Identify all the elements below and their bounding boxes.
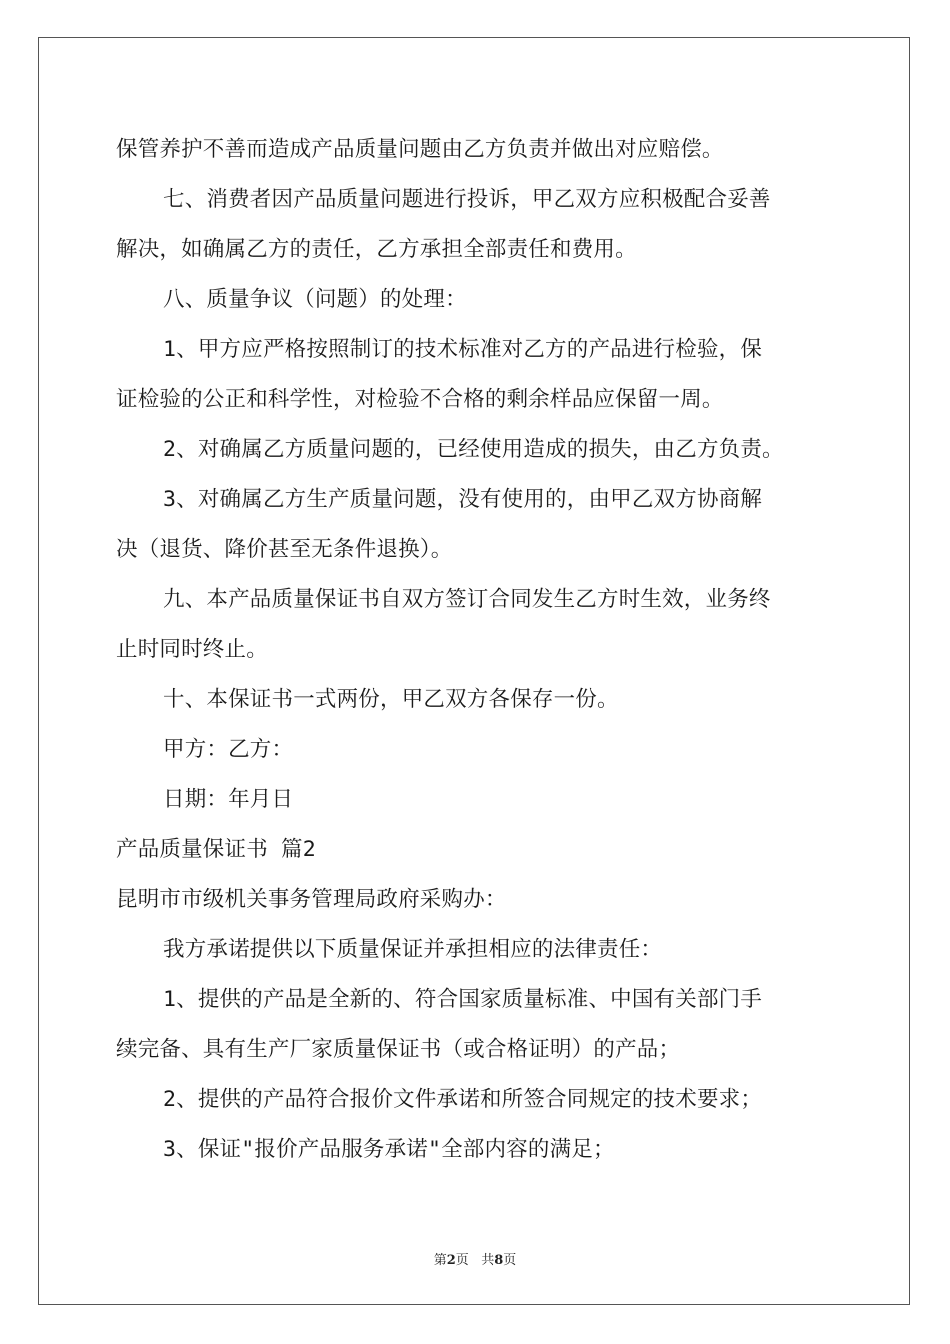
section-heading: 八、质量争议（问题）的处理： xyxy=(163,287,467,312)
total-suffix: 页 xyxy=(503,1253,517,1268)
text-line: 决（退货、降价甚至无条件退换）。 xyxy=(116,537,453,562)
text-line: 止时同时终止。 xyxy=(116,637,268,662)
total-pages: 8 xyxy=(494,1253,504,1268)
text-line: 3、对确属乙方生产质量问题，没有使用的，由甲乙双方协商解 xyxy=(163,487,763,512)
text-line: 解决，如确属乙方的责任，乙方承担全部责任和费用。 xyxy=(116,237,637,262)
text-line: 3、保证"报价产品服务承诺"全部内容的满足； xyxy=(163,1137,615,1162)
text-line: 证检验的公正和科学性，对检验不合格的剩余样品应保留一周。 xyxy=(116,387,724,412)
text-line: 我方承诺提供以下质量保证并承担相应的法律责任： xyxy=(163,937,663,962)
page-footer xyxy=(0,1249,950,1268)
signature-parties: 甲方：乙方： xyxy=(163,737,294,762)
text-line: 九、本产品质量保证书自双方签订合同发生乙方时生效，业务终 xyxy=(163,587,771,612)
text-line: 1、甲方应严格按照制订的技术标准对乙方的产品进行检验，保 xyxy=(163,337,763,362)
page-frame xyxy=(38,37,910,1305)
page-prefix: 第 xyxy=(433,1253,447,1268)
text-line: 保管养护不善而造成产品质量问题由乙方负责并做出对应赔偿。 xyxy=(116,137,724,162)
signature-date: 日期：年月日 xyxy=(163,787,294,812)
addressee: 昆明市市级机关事务管理局政府采购办： xyxy=(116,887,507,912)
text-line: 1、提供的产品是全新的、符合国家质量标准、中国有关部门手 xyxy=(163,987,763,1012)
text-line: 十、本保证书一式两份，甲乙双方各保存一份。 xyxy=(163,687,619,712)
page-suffix: 页 xyxy=(455,1253,469,1268)
text-line: 续完备、具有生产厂家质量保证书（或合格证明）的产品； xyxy=(116,1037,681,1062)
total-prefix: 共 xyxy=(481,1253,495,1268)
text-line: 七、消费者因产品质量问题进行投诉，甲乙双方应积极配合妥善 xyxy=(163,187,771,212)
text-line: 2、提供的产品符合报价文件承诺和所签合同规定的技术要求； xyxy=(163,1087,763,1112)
page-number: 2 xyxy=(446,1253,456,1268)
text-line: 2、对确属乙方质量问题的，已经使用造成的损失，由乙方负责。 xyxy=(163,437,784,462)
article-title: 产品质量保证书 篇2 xyxy=(116,837,316,862)
